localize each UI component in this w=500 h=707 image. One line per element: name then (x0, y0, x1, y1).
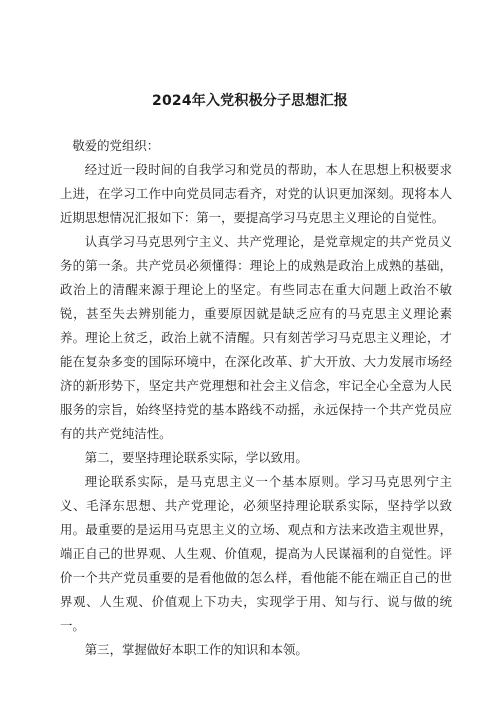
paragraph-heading-third: 第三，掌握做好本职工作的知识和本领。 (84, 642, 308, 657)
paragraph-intro: 经过近一段时间的自我学习和党员的帮助，本人在思想上积极要求上进，在学习工作中向党员同志看齐，对党的认识更加深刻。现将本人近期思想情况汇报如下：第一，要提高学习马克思主义理论的自觉性。 (60, 162, 452, 225)
document-title: 2024年入党积极分子思想汇报 (152, 93, 348, 109)
document-body (60, 134, 452, 662)
paragraph-theory-study: 认真学习马克思列宁主义、共产党理论，是党章规定的共产党员义务的第一条。共产党员必须懂得：理论上的成熟是政治上成熟的基础，政治上的清醒来源于理论上的坚定。有些同志在重大问题上政治不敏锐，甚至失去辨别能力，重要原因就是缺乏应有的马克思主义理论素养。理论上贫乏，政治上就不清醒。只有刻苦学习马克思主义理论，才能在复杂多变的国际环境中，在深化改革、扩大开放、大力发展市场经济的新形势下，坚定共产党理想和社会主义信念，牢记全心全意为人民服务的宗旨，始终坚持党的基本路线不动摇，永远保持一个共产党员应有的共产党纯洁性。 (60, 234, 452, 441)
salutation: 敬爱的党组织： (72, 138, 160, 153)
paragraph-theory-practice: 理论联系实际，是马克思主义一个基本原则。学习马克思列宁主义、毛泽东思想、共产党理论，必须坚持理论联系实际，坚持学以致用。最重要的是运用马克思主义的立场、观点和方法来改造主观世界，端正自己的世界观、人生观、价值观，提高为人民谋福利的自觉性。评价一个共产党员重要的是看他做的怎么样，看他能不能在端正自己的世界观、人生观、价值观上下功夫，实现学于用、知与行、说与做的统一。 (60, 474, 452, 633)
paragraph-heading-second: 第二，要坚持理论联系实际，学以致用。 (84, 450, 308, 465)
